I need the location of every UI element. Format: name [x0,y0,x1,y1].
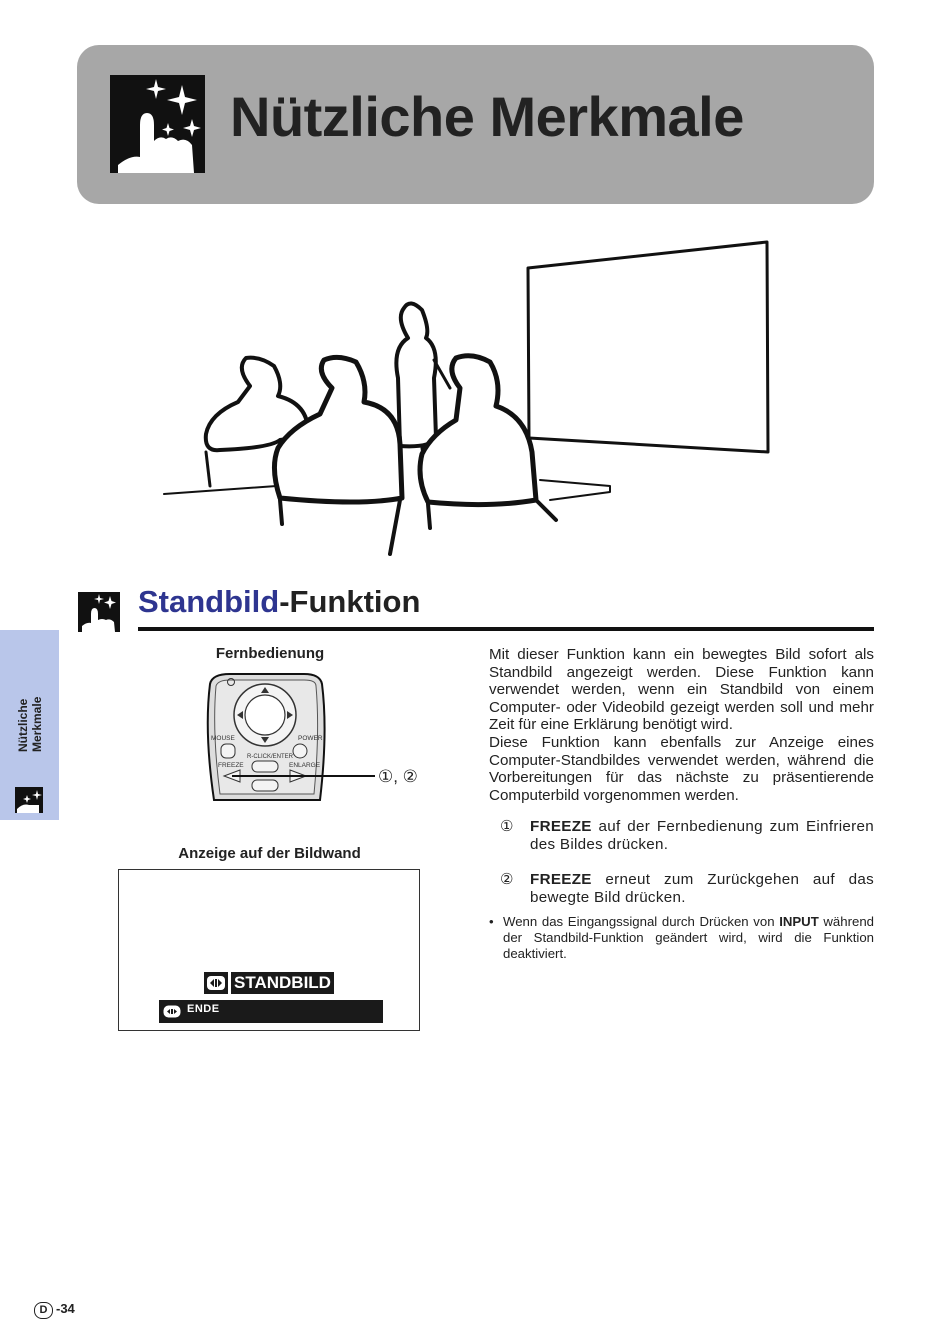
remote-label-rclick: R-CLICK/ENTER [247,754,294,760]
step-1-key: FREEZE [530,818,592,835]
note-text-1: Wenn das Eingangssignal durch Drücken von [503,914,780,929]
presentation-illustration [160,238,775,558]
side-tab-label-line2: Merkmale [30,696,44,752]
note-key: INPUT [779,914,819,929]
step-1 [500,818,874,853]
side-tab-label-line1: Nützliche [16,698,30,752]
remote-callout-label: ①, ② [378,767,418,786]
note [489,914,874,962]
page-prefix: D [34,1302,53,1319]
remote-label-power: POWER [298,735,323,742]
osd-menu-bar-label: ENDE [187,1003,220,1015]
step-2 [500,871,874,906]
step-1-text: auf der Fernbedienung zum Einfrieren des Bildes drücken. [530,818,874,853]
step-2-text: erneut zum Zurückgehen auf das bewegte Bild drücken. [530,871,874,906]
remote-label-mouse: MOUSE [211,735,235,742]
intro-text [489,646,874,804]
intro-paragraph-1: Mit dieser Funktion kann ein bewegtes Bild sofort als Standbild angezeigt werden. Diese Funktion kann verwendet werden, wenn ein Standbild von einem Computer- oder Videobild gezeigt werden soll und mehr Zeit für eine Erklärung benötigt wird. [489,646,874,734]
remote-caption: Fernbedienung [215,645,325,662]
step-2-number: ② [500,871,514,888]
remote-label-freeze: FREEZE [218,762,244,769]
section-title-highlight: Standbild [138,584,280,619]
page-number-value: -34 [56,1301,75,1316]
freeze-button-icon [163,1005,181,1018]
remote-control-illustration [200,672,440,808]
intro-paragraph-2: Diese Funktion kann ebenfalls zur Anzeige eines Computer-Standbildes verwendet werden, während die Vorbereitungen für das nächste zu präsentierende Computerbild vorgenommen werden. [489,733,874,804]
screen-caption: Anzeige auf der Bildwand [178,845,361,862]
page-number [34,1301,75,1319]
section-title-rest: -Funktion [279,584,421,619]
step-2-key: FREEZE [530,871,592,888]
note-bullet: • [489,914,494,929]
side-tab-label [14,690,48,790]
sparkle-hand-icon [78,592,120,632]
sparkle-hand-icon [110,75,205,173]
remote-label-enlarge: ENLARGE [289,762,321,769]
sparkle-hand-icon [15,787,43,813]
note-text-2: während der Standbild-Funktion geändert wird, wird die Funktion deaktiviert. [503,914,874,961]
section-divider [138,627,874,631]
step-1-number: ① [500,818,514,835]
page-title: Nützliche Merkmale [230,85,744,148]
section-title [138,584,420,620]
osd-freeze-label: STANDBILD [231,972,334,994]
freeze-osd-icon [204,972,228,994]
